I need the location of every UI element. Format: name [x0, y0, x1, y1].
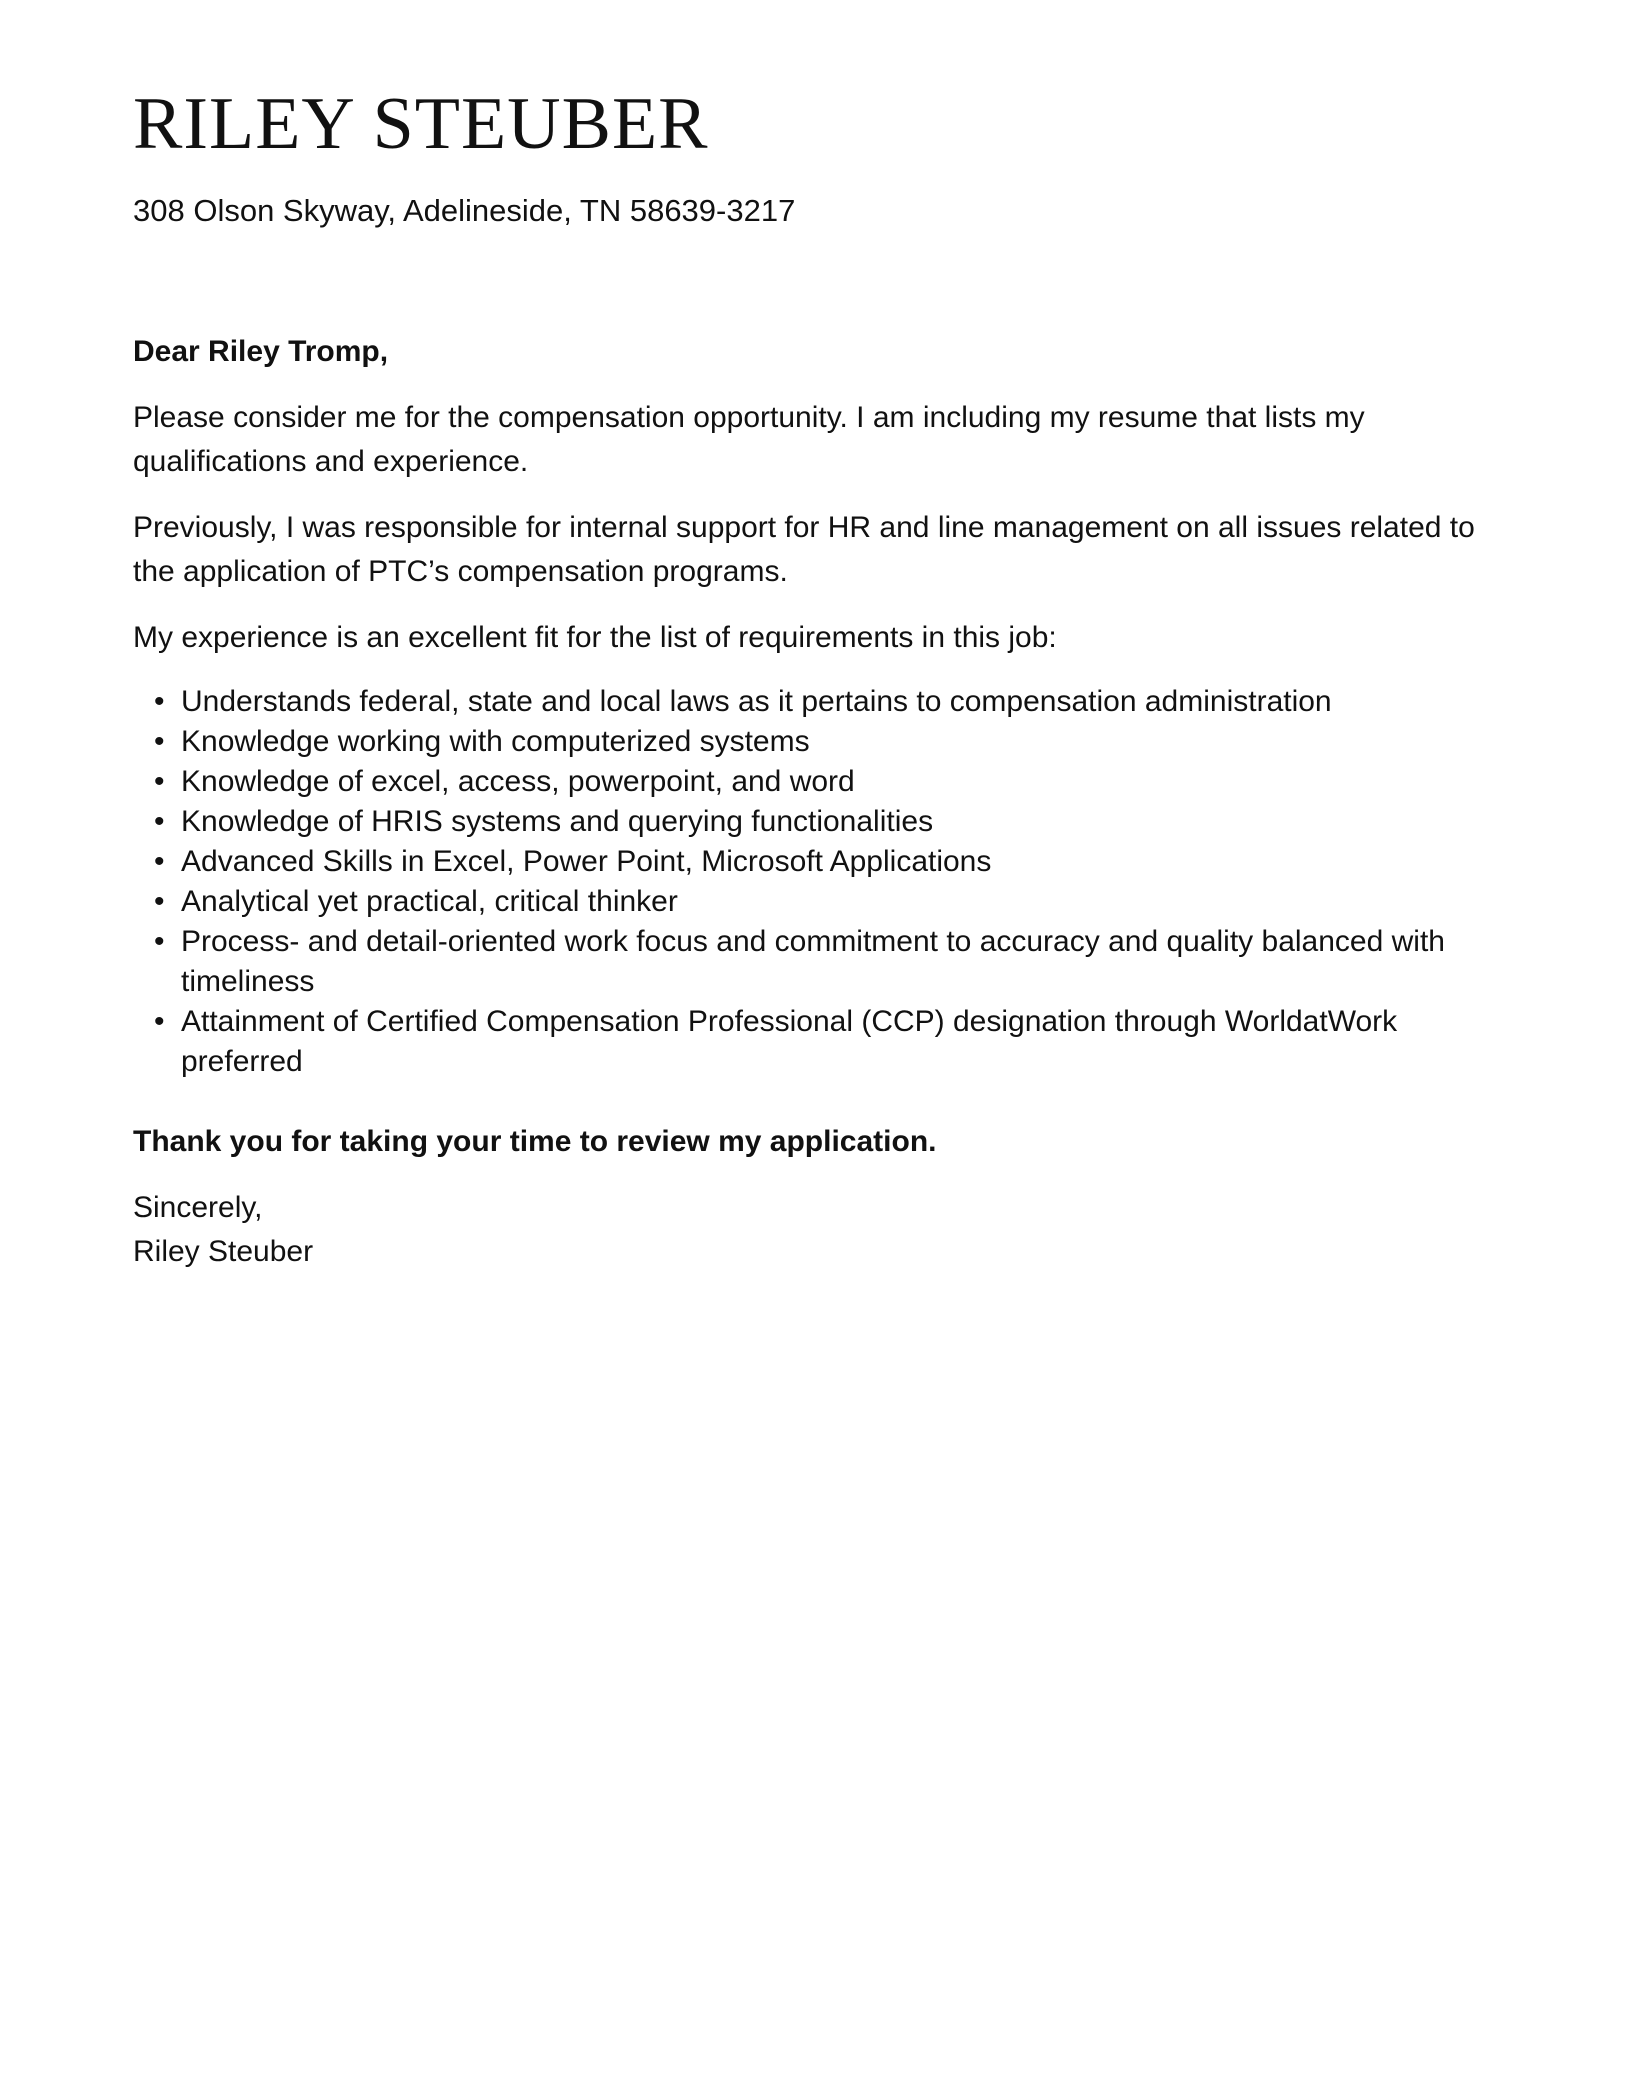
bullet-icon: •: [154, 765, 165, 798]
letter-body: [133, 330, 1513, 1274]
list-item: [154, 802, 1513, 842]
applicant-address: 308 Olson Skyway, Adelineside, TN 58639-3217: [133, 193, 796, 228]
intro-paragraph: Please consider me for the compensation opportunity. I am including my resume that lists my qualifications and experience.: [133, 401, 1365, 478]
bullet-icon: •: [154, 1005, 165, 1038]
experience-paragraph: Previously, I was responsible for internal support for HR and line management on all issues related to the application of PTC’s compensation programs.: [133, 511, 1475, 588]
list-item: [154, 682, 1513, 722]
list-item-text: Knowledge working with computerized systems: [181, 725, 810, 758]
bullet-icon: •: [154, 925, 165, 958]
bullet-icon: •: [154, 685, 165, 718]
list-item: [154, 1002, 1513, 1082]
bullet-icon: •: [154, 885, 165, 918]
requirements-list: [133, 682, 1513, 1082]
applicant-name: RILEY STEUBER: [133, 83, 709, 165]
list-item: [154, 882, 1513, 922]
signoff: Sincerely,: [133, 1191, 263, 1224]
list-item: [154, 842, 1513, 882]
bullet-icon: •: [154, 805, 165, 838]
list-item-text: Understands federal, state and local laws as it pertains to compensation administration: [181, 685, 1332, 718]
list-item-text: Process- and detail-oriented work focus and commitment to accuracy and quality balanced with timeliness: [181, 925, 1445, 998]
list-item: [154, 722, 1513, 762]
bullet-icon: •: [154, 725, 165, 758]
list-item: [154, 762, 1513, 802]
signature-name: Riley Steuber: [133, 1235, 314, 1268]
list-item-text: Knowledge of HRIS systems and querying functionalities: [181, 805, 934, 838]
bullet-icon: •: [154, 845, 165, 878]
salutation: Dear Riley Tromp,: [133, 335, 389, 368]
list-item-text: Analytical yet practical, critical thinker: [181, 885, 678, 918]
list-item-text: Advanced Skills in Excel, Power Point, Microsoft Applications: [181, 845, 992, 878]
list-item: [154, 922, 1513, 1002]
requirements-intro: My experience is an excellent fit for the list of requirements in this job:: [133, 621, 1057, 654]
list-item-text: Knowledge of excel, access, powerpoint, and word: [181, 765, 855, 798]
closing-sentence: Thank you for taking your time to review my application.: [133, 1125, 937, 1158]
list-item-text: Attainment of Certified Compensation Professional (CCP) designation through WorldatWork preferred: [181, 1005, 1398, 1078]
